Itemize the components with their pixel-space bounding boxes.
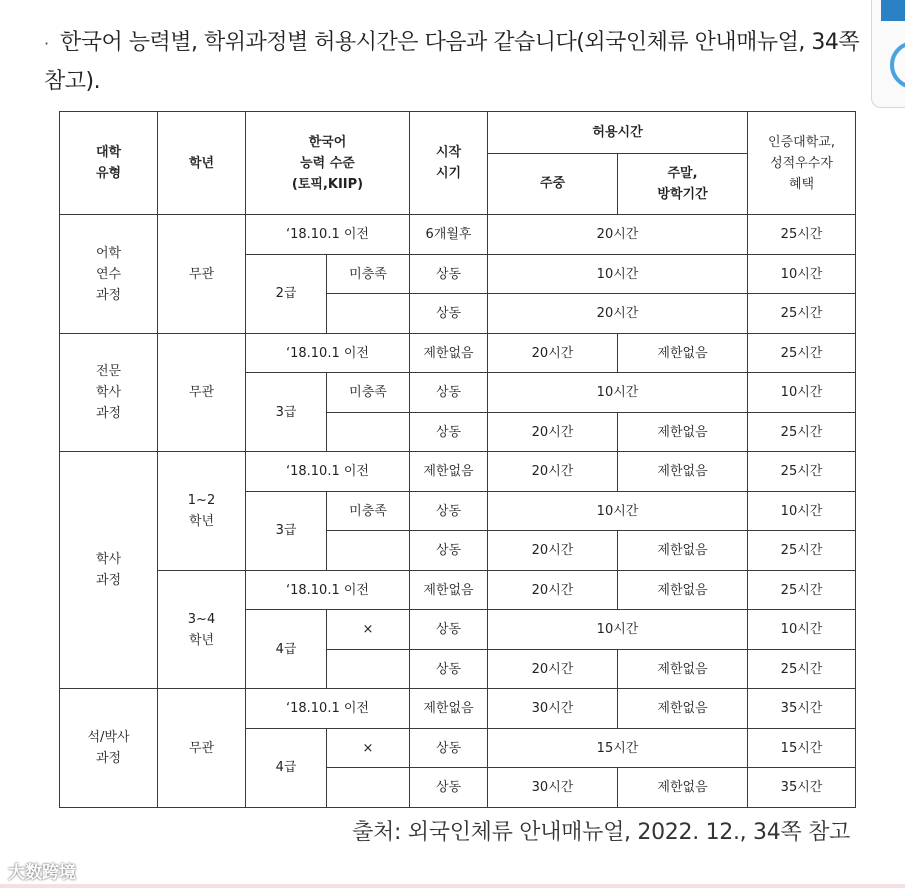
weekend-cell: 제한없음 bbox=[618, 531, 748, 571]
level-cell: 3급 bbox=[246, 491, 327, 570]
header-benefit: 인증대학교, 성적우수자 혜택 bbox=[748, 112, 856, 215]
table-row bbox=[60, 452, 856, 492]
bottom-divider bbox=[0, 884, 905, 888]
start-cell: 제한없음 bbox=[410, 570, 488, 610]
start-cell: 상동 bbox=[410, 728, 488, 768]
start-cell: 상동 bbox=[410, 491, 488, 531]
sub-level-cell bbox=[327, 649, 410, 689]
type-graduate: 석/박사 과정 bbox=[60, 689, 158, 808]
benefit-cell: 35시간 bbox=[748, 689, 856, 729]
header-row-1 bbox=[60, 112, 856, 154]
weekday-cell: 30시간 bbox=[488, 689, 618, 729]
weekend-cell: 제한없음 bbox=[618, 570, 748, 610]
grade-bachelor-34: 3~4 학년 bbox=[158, 570, 246, 689]
start-cell: 상동 bbox=[410, 254, 488, 294]
intro-text: 한국어 능력별, 학위과정별 허용시간은 다음과 같습니다(외국인체류 안내매뉴얼, 34쪽 참고). bbox=[44, 30, 860, 94]
header-university-type: 대학 유형 bbox=[60, 112, 158, 215]
benefit-cell: 10시간 bbox=[748, 373, 856, 413]
level-cell: ‘18.10.1 이전 bbox=[246, 570, 410, 610]
weekday-cell: 20시간 bbox=[488, 412, 618, 452]
weekday-cell: 20시간 bbox=[488, 570, 618, 610]
benefit-cell: 25시간 bbox=[748, 531, 856, 571]
level-cell: ‘18.10.1 이전 bbox=[246, 215, 410, 255]
sub-level-cell bbox=[327, 294, 410, 334]
level-cell: 2급 bbox=[246, 254, 327, 333]
side-panel-tab[interactable] bbox=[881, 0, 905, 21]
start-cell: 상동 bbox=[410, 531, 488, 571]
hours-cell: 15시간 bbox=[488, 728, 748, 768]
weekday-cell: 20시간 bbox=[488, 649, 618, 689]
start-cell: 상동 bbox=[410, 294, 488, 334]
sub-level-cell bbox=[327, 412, 410, 452]
watermark-text: 大数跨境 bbox=[8, 863, 76, 883]
grade-associate: 무관 bbox=[158, 333, 246, 452]
type-bachelor: 학사 과정 bbox=[60, 452, 158, 689]
sub-level-cell bbox=[327, 531, 410, 571]
start-cell: 상동 bbox=[410, 373, 488, 413]
benefit-cell: 10시간 bbox=[748, 610, 856, 650]
benefit-cell: 25시간 bbox=[748, 570, 856, 610]
type-language: 어학 연수 과정 bbox=[60, 215, 158, 334]
header-grade: 학년 bbox=[158, 112, 246, 215]
start-cell: 상동 bbox=[410, 610, 488, 650]
weekend-cell: 제한없음 bbox=[618, 689, 748, 729]
start-cell: 상동 bbox=[410, 412, 488, 452]
sub-level-cell: × bbox=[327, 728, 410, 768]
level-cell: 4급 bbox=[246, 728, 327, 807]
sub-level-cell: 미충족 bbox=[327, 254, 410, 294]
benefit-cell: 25시간 bbox=[748, 412, 856, 452]
weekday-cell: 20시간 bbox=[488, 452, 618, 492]
grade-graduate: 무관 bbox=[158, 689, 246, 808]
benefit-cell: 35시간 bbox=[748, 768, 856, 808]
start-cell: 상동 bbox=[410, 768, 488, 808]
weekend-cell: 제한없음 bbox=[618, 412, 748, 452]
side-panel-widget[interactable] bbox=[871, 0, 905, 108]
hours-cell: 10시간 bbox=[488, 491, 748, 531]
hours-cell: 10시간 bbox=[488, 254, 748, 294]
weekend-cell: 제한없음 bbox=[618, 452, 748, 492]
source-citation: 출처: 외국인체류 안내매뉴얼, 2022. 12., 34쪽 참고 bbox=[352, 820, 850, 845]
weekend-cell: 제한없음 bbox=[618, 649, 748, 689]
grade-bachelor-12: 1~2 학년 bbox=[158, 452, 246, 571]
weekend-cell: 제한없음 bbox=[618, 333, 748, 373]
header-start-time: 시작 시기 bbox=[410, 112, 488, 215]
benefit-cell: 10시간 bbox=[748, 491, 856, 531]
weekday-cell: 30시간 bbox=[488, 768, 618, 808]
hours-cell: 20시간 bbox=[488, 215, 748, 255]
level-cell: ‘18.10.1 이전 bbox=[246, 452, 410, 492]
start-cell: 제한없음 bbox=[410, 452, 488, 492]
start-cell: 제한없음 bbox=[410, 689, 488, 729]
level-cell: ‘18.10.1 이전 bbox=[246, 333, 410, 373]
level-cell: 3급 bbox=[246, 373, 327, 452]
start-cell: 6개월후 bbox=[410, 215, 488, 255]
benefit-cell: 25시간 bbox=[748, 294, 856, 334]
sub-level-cell bbox=[327, 768, 410, 808]
hours-cell: 20시간 bbox=[488, 294, 748, 334]
type-associate: 전문 학사 과정 bbox=[60, 333, 158, 452]
side-panel-ring-icon bbox=[890, 41, 905, 89]
benefit-cell: 25시간 bbox=[748, 215, 856, 255]
hours-cell: 10시간 bbox=[488, 373, 748, 413]
sub-level-cell: 미충족 bbox=[327, 373, 410, 413]
header-allowed-hours: 허용시간 bbox=[488, 112, 748, 154]
sub-level-cell: 미충족 bbox=[327, 491, 410, 531]
table-row bbox=[60, 215, 856, 255]
header-korean-level: 한국어 능력 수준 (토픽,KIIP) bbox=[246, 112, 410, 215]
level-cell: ‘18.10.1 이전 bbox=[246, 689, 410, 729]
benefit-cell: 25시간 bbox=[748, 452, 856, 492]
hours-cell: 10시간 bbox=[488, 610, 748, 650]
table-row bbox=[60, 333, 856, 373]
weekend-cell: 제한없음 bbox=[618, 768, 748, 808]
start-cell: 상동 bbox=[410, 649, 488, 689]
start-cell: 제한없음 bbox=[410, 333, 488, 373]
header-weekend: 주말, 방학기간 bbox=[618, 153, 748, 215]
benefit-cell: 25시간 bbox=[748, 333, 856, 373]
work-hours-table bbox=[59, 111, 856, 808]
header-weekday: 주중 bbox=[488, 153, 618, 215]
benefit-cell: 10시간 bbox=[748, 254, 856, 294]
grade-language: 무관 bbox=[158, 215, 246, 334]
bullet-mark: · bbox=[44, 34, 49, 53]
table-row bbox=[60, 570, 856, 610]
weekday-cell: 20시간 bbox=[488, 333, 618, 373]
weekday-cell: 20시간 bbox=[488, 531, 618, 571]
sub-level-cell: × bbox=[327, 610, 410, 650]
intro-paragraph bbox=[44, 24, 864, 101]
benefit-cell: 25시간 bbox=[748, 649, 856, 689]
benefit-cell: 15시간 bbox=[748, 728, 856, 768]
table-row bbox=[60, 689, 856, 729]
level-cell: 4급 bbox=[246, 610, 327, 689]
